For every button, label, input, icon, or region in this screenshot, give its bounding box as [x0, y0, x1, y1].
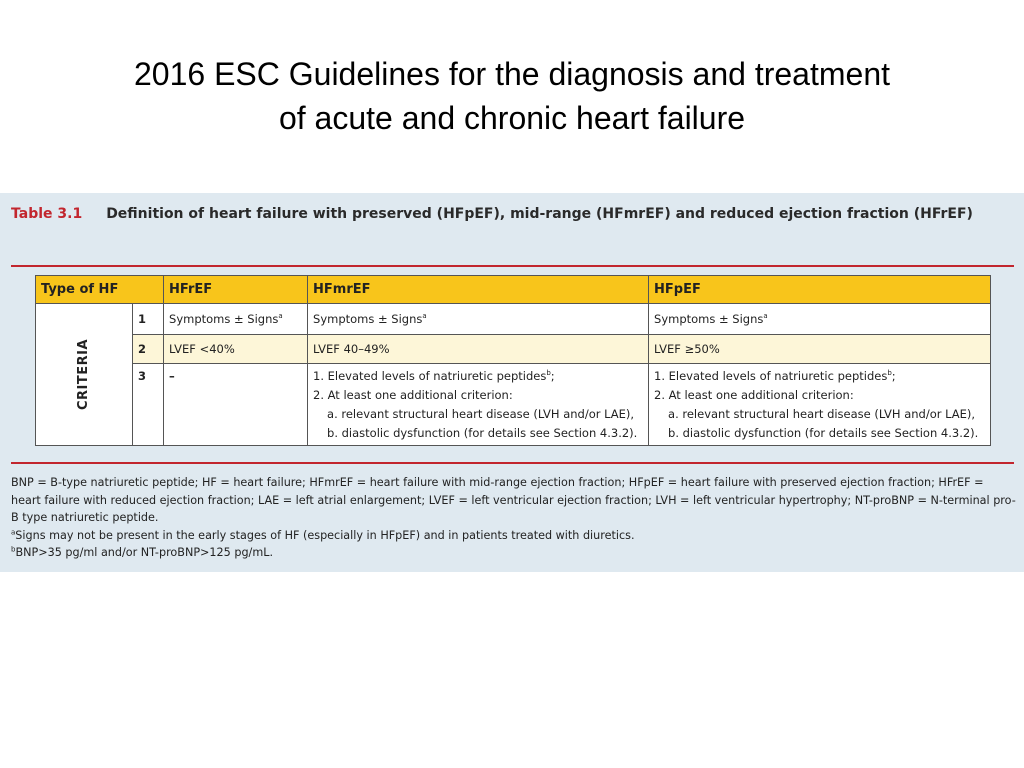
slide-title-line-2: of acute and chronic heart failure	[278, 100, 746, 136]
cell-hfref-symptoms: Symptoms ± Signs$^a$	[164, 304, 308, 335]
row-number: 1	[133, 304, 164, 335]
table-caption-text: Definition of heart failure with preserved (HFpEF), mid-range (HFmrEF) and reduced ejection fraction (HFrEF)	[106, 206, 973, 222]
table-row	[36, 304, 991, 335]
footnote-b: $^b$BNP>35 pg/ml and/or NT-proBNP>125 pg/mL.	[11, 545, 274, 559]
criteria-label-cell	[36, 304, 133, 446]
cell-hfref-lvef: LVEF <40%	[164, 335, 308, 364]
footnote-divider	[11, 462, 1014, 464]
row-number: 3	[133, 364, 164, 446]
cell-hfpef-lvef: LVEF ≥50%	[649, 335, 991, 364]
table-number: Table 3.1	[11, 206, 83, 222]
caption-divider	[11, 265, 1014, 267]
hf-definition-table	[35, 275, 991, 446]
table-footnotes	[11, 474, 1016, 562]
header-hfmref: HFmrEF	[308, 276, 649, 304]
slide-title-line-1: 2016 ESC Guidelines for the diagnosis and treatment	[133, 56, 890, 92]
table-row	[36, 364, 991, 446]
cell-hfpef-additional: 1. Elevated levels of natriuretic peptides$^b$; 2. At least one additional criterion: a. relevant structural heart disease (LVH and/or LAE), b. diastolic dysfunction (for details see Section 4.3.2).	[649, 364, 991, 446]
footnote-a: $^a$Signs may not be present in the early stages of HF (especially in HFpEF) and in patients treated with diuretics.	[11, 527, 635, 542]
footnote-abbreviations: BNP = B-type natriuretic peptide; HF = heart failure; HFmrEF = heart failure with mid-range ejection fraction; HFpEF = heart failure with preserved ejection fraction; HFrEF = heart failure with reduced ejection fraction; LAE = left atrial enlargement; LVEF = left ventricular ejection fraction; LVH = left ventricular hypertrophy; NT-proBNP = N-terminal pro-B type natriuretic peptide.	[11, 476, 1016, 524]
table-header-row	[36, 276, 991, 304]
cell-hfmref-lvef: LVEF 40–49%	[308, 335, 649, 364]
header-type-of-hf: Type of HF	[36, 276, 164, 304]
table-row	[36, 335, 991, 364]
table-caption	[11, 203, 1016, 225]
criteria-label: CRITERIA	[76, 338, 92, 411]
cell-hfref-additional: –	[164, 364, 308, 446]
header-hfpef: HFpEF	[649, 276, 991, 304]
header-hfref: HFrEF	[164, 276, 308, 304]
cell-hfmref-symptoms: Symptoms ± Signs$^a$	[308, 304, 649, 335]
slide-title	[0, 52, 1024, 140]
cell-hfpef-symptoms: Symptoms ± Signs$^a$	[649, 304, 991, 335]
row-number: 2	[133, 335, 164, 364]
table-figure-panel	[0, 193, 1024, 572]
cell-hfmref-additional: 1. Elevated levels of natriuretic peptides$^b$; 2. At least one additional criterion: a. relevant structural heart disease (LVH and/or LAE), b. diastolic dysfunction (for details see Section 4.3.2).	[308, 364, 649, 446]
